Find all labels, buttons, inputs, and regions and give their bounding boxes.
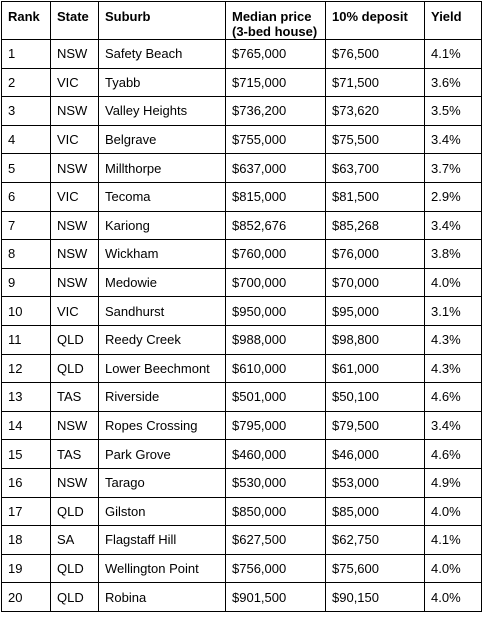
deposit-cell: $76,500 bbox=[326, 40, 425, 69]
deposit-cell: $76,000 bbox=[326, 240, 425, 269]
suburb-cell: Park Grove bbox=[99, 440, 226, 469]
state-cell: TAS bbox=[51, 440, 99, 469]
median-price-cell: $736,200 bbox=[226, 97, 326, 126]
yield-cell: 3.8% bbox=[425, 240, 482, 269]
table-row bbox=[2, 354, 482, 383]
suburb-cell: Reedy Creek bbox=[99, 325, 226, 354]
suburb-cell: Medowie bbox=[99, 268, 226, 297]
rank-cell: 1 bbox=[2, 40, 51, 69]
state-cell: NSW bbox=[51, 268, 99, 297]
state-cell: VIC bbox=[51, 297, 99, 326]
table-header bbox=[2, 2, 482, 40]
median-price-cell: $460,000 bbox=[226, 440, 326, 469]
suburb-cell: Tarago bbox=[99, 468, 226, 497]
suburb-cell: Belgrave bbox=[99, 125, 226, 154]
suburb-cell: Riverside bbox=[99, 383, 226, 412]
deposit-cell: $90,150 bbox=[326, 583, 425, 612]
suburb-cell: Lower Beechmont bbox=[99, 354, 226, 383]
median-price-cell: $530,000 bbox=[226, 468, 326, 497]
table-row bbox=[2, 125, 482, 154]
median-price-cell: $988,000 bbox=[226, 325, 326, 354]
median-price-cell: $850,000 bbox=[226, 497, 326, 526]
yield-cell: 3.1% bbox=[425, 297, 482, 326]
header-state: State bbox=[51, 2, 99, 40]
deposit-cell: $75,500 bbox=[326, 125, 425, 154]
header-rank: Rank bbox=[2, 2, 51, 40]
table-row bbox=[2, 554, 482, 583]
rank-cell: 12 bbox=[2, 354, 51, 383]
table-row bbox=[2, 383, 482, 412]
suburb-cell: Gilston bbox=[99, 497, 226, 526]
state-cell: NSW bbox=[51, 468, 99, 497]
state-cell: NSW bbox=[51, 411, 99, 440]
median-price-cell: $901,500 bbox=[226, 583, 326, 612]
suburbs-table bbox=[1, 1, 482, 612]
suburb-cell: Flagstaff Hill bbox=[99, 526, 226, 555]
deposit-cell: $95,000 bbox=[326, 297, 425, 326]
median-price-cell: $627,500 bbox=[226, 526, 326, 555]
deposit-cell: $61,000 bbox=[326, 354, 425, 383]
rank-cell: 19 bbox=[2, 554, 51, 583]
deposit-cell: $75,600 bbox=[326, 554, 425, 583]
deposit-cell: $50,100 bbox=[326, 383, 425, 412]
state-cell: SA bbox=[51, 526, 99, 555]
yield-cell: 4.1% bbox=[425, 40, 482, 69]
suburb-cell: Safety Beach bbox=[99, 40, 226, 69]
rank-cell: 7 bbox=[2, 211, 51, 240]
table-row bbox=[2, 526, 482, 555]
median-price-cell: $765,000 bbox=[226, 40, 326, 69]
deposit-cell: $85,268 bbox=[326, 211, 425, 240]
state-cell: NSW bbox=[51, 240, 99, 269]
rank-cell: 5 bbox=[2, 154, 51, 183]
yield-cell: 3.5% bbox=[425, 97, 482, 126]
median-price-cell: $755,000 bbox=[226, 125, 326, 154]
yield-cell: 4.3% bbox=[425, 354, 482, 383]
yield-cell: 4.3% bbox=[425, 325, 482, 354]
table-row bbox=[2, 411, 482, 440]
state-cell: NSW bbox=[51, 97, 99, 126]
rank-cell: 17 bbox=[2, 497, 51, 526]
table-row bbox=[2, 325, 482, 354]
table-row bbox=[2, 240, 482, 269]
header-median-price-line1: Median price bbox=[232, 9, 312, 24]
state-cell: VIC bbox=[51, 182, 99, 211]
header-suburb: Suburb bbox=[99, 2, 226, 40]
yield-cell: 4.6% bbox=[425, 440, 482, 469]
deposit-cell: $85,000 bbox=[326, 497, 425, 526]
rank-cell: 13 bbox=[2, 383, 51, 412]
table-row bbox=[2, 97, 482, 126]
median-price-cell: $795,000 bbox=[226, 411, 326, 440]
yield-cell: 4.0% bbox=[425, 554, 482, 583]
table-row bbox=[2, 154, 482, 183]
deposit-cell: $71,500 bbox=[326, 68, 425, 97]
rank-cell: 9 bbox=[2, 268, 51, 297]
deposit-cell: $53,000 bbox=[326, 468, 425, 497]
rank-cell: 2 bbox=[2, 68, 51, 97]
state-cell: QLD bbox=[51, 325, 99, 354]
suburb-cell: Wickham bbox=[99, 240, 226, 269]
header-yield: Yield bbox=[425, 2, 482, 40]
rank-cell: 6 bbox=[2, 182, 51, 211]
state-cell: QLD bbox=[51, 497, 99, 526]
header-deposit: 10% deposit bbox=[326, 2, 425, 40]
median-price-cell: $715,000 bbox=[226, 68, 326, 97]
state-cell: QLD bbox=[51, 354, 99, 383]
table-row bbox=[2, 68, 482, 97]
rank-cell: 11 bbox=[2, 325, 51, 354]
rank-cell: 3 bbox=[2, 97, 51, 126]
median-price-cell: $610,000 bbox=[226, 354, 326, 383]
table-row bbox=[2, 211, 482, 240]
state-cell: QLD bbox=[51, 583, 99, 612]
state-cell: QLD bbox=[51, 554, 99, 583]
table-row bbox=[2, 40, 482, 69]
table-row bbox=[2, 583, 482, 612]
rank-cell: 20 bbox=[2, 583, 51, 612]
rank-cell: 16 bbox=[2, 468, 51, 497]
state-cell: NSW bbox=[51, 211, 99, 240]
suburb-cell: Sandhurst bbox=[99, 297, 226, 326]
suburb-cell: Tyabb bbox=[99, 68, 226, 97]
yield-cell: 4.0% bbox=[425, 497, 482, 526]
suburb-cell: Tecoma bbox=[99, 182, 226, 211]
yield-cell: 2.9% bbox=[425, 182, 482, 211]
header-median-price bbox=[226, 2, 326, 40]
state-cell: VIC bbox=[51, 68, 99, 97]
state-cell: VIC bbox=[51, 125, 99, 154]
deposit-cell: $70,000 bbox=[326, 268, 425, 297]
median-price-cell: $950,000 bbox=[226, 297, 326, 326]
yield-cell: 3.4% bbox=[425, 211, 482, 240]
median-price-cell: $756,000 bbox=[226, 554, 326, 583]
deposit-cell: $79,500 bbox=[326, 411, 425, 440]
suburb-cell: Millthorpe bbox=[99, 154, 226, 183]
state-cell: NSW bbox=[51, 154, 99, 183]
yield-cell: 3.6% bbox=[425, 68, 482, 97]
table-row bbox=[2, 297, 482, 326]
yield-cell: 4.9% bbox=[425, 468, 482, 497]
median-price-cell: $637,000 bbox=[226, 154, 326, 183]
suburb-cell: Wellington Point bbox=[99, 554, 226, 583]
table-body bbox=[2, 40, 482, 612]
deposit-cell: $62,750 bbox=[326, 526, 425, 555]
table-row bbox=[2, 182, 482, 211]
suburb-cell: Robina bbox=[99, 583, 226, 612]
deposit-cell: $73,620 bbox=[326, 97, 425, 126]
suburb-cell: Kariong bbox=[99, 211, 226, 240]
yield-cell: 3.4% bbox=[425, 411, 482, 440]
rank-cell: 15 bbox=[2, 440, 51, 469]
median-price-cell: $815,000 bbox=[226, 182, 326, 211]
rank-cell: 10 bbox=[2, 297, 51, 326]
state-cell: TAS bbox=[51, 383, 99, 412]
deposit-cell: $63,700 bbox=[326, 154, 425, 183]
suburb-cell: Valley Heights bbox=[99, 97, 226, 126]
yield-cell: 4.0% bbox=[425, 268, 482, 297]
suburb-cell: Ropes Crossing bbox=[99, 411, 226, 440]
yield-cell: 4.6% bbox=[425, 383, 482, 412]
rank-cell: 8 bbox=[2, 240, 51, 269]
rank-cell: 18 bbox=[2, 526, 51, 555]
header-median-price-line2: (3-bed house) bbox=[232, 24, 318, 39]
yield-cell: 4.1% bbox=[425, 526, 482, 555]
rank-cell: 4 bbox=[2, 125, 51, 154]
deposit-cell: $46,000 bbox=[326, 440, 425, 469]
table-row bbox=[2, 268, 482, 297]
median-price-cell: $501,000 bbox=[226, 383, 326, 412]
table-row bbox=[2, 497, 482, 526]
yield-cell: 3.4% bbox=[425, 125, 482, 154]
yield-cell: 3.7% bbox=[425, 154, 482, 183]
state-cell: NSW bbox=[51, 40, 99, 69]
deposit-cell: $81,500 bbox=[326, 182, 425, 211]
median-price-cell: $700,000 bbox=[226, 268, 326, 297]
header-row bbox=[2, 2, 482, 40]
deposit-cell: $98,800 bbox=[326, 325, 425, 354]
median-price-cell: $852,676 bbox=[226, 211, 326, 240]
median-price-cell: $760,000 bbox=[226, 240, 326, 269]
yield-cell: 4.0% bbox=[425, 583, 482, 612]
rank-cell: 14 bbox=[2, 411, 51, 440]
table-row bbox=[2, 440, 482, 469]
table-row bbox=[2, 468, 482, 497]
